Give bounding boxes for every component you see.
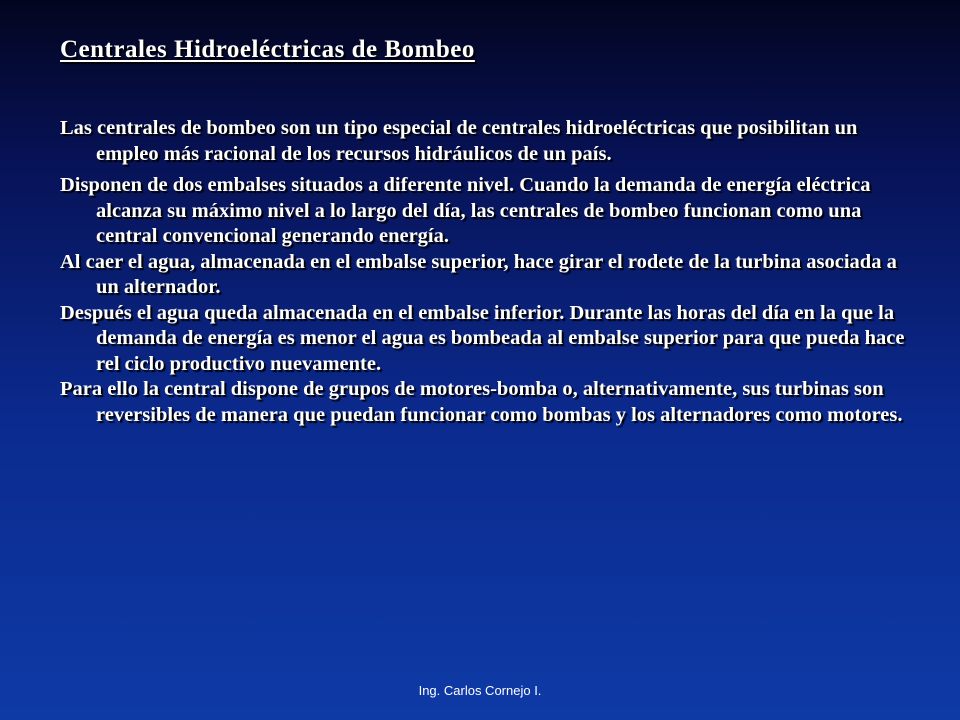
slide-title: Centrales Hidroeléctricas de Bombeo [60,36,475,63]
operation-line-1: Disponen de dos embalses situados a diferente nivel. Cuando la demanda de energía eléctrica alcanza su máximo nivel a lo largo del día, las centrales de bombeo funcionan como una central convencional generando energía. [60,174,871,247]
operation-line-2: Al caer el agua, almacenada en el embalse superior, hace girar el rodete de la turbina asociada a un alternador. [60,250,897,298]
paragraph-intro: Las centrales de bombeo son un tipo especial de centrales hidroeléctricas que posibilitan un empleo más racional de los recursos hidráulicos de un país. [60,117,858,165]
operation-line-3: Después el agua queda almacenada en el embalse inferior. Durante las horas del día en la que la demanda de energía es menor el agua es bombeada al embalse superior para que pueda hace rel ciclo productivo nuevamente. [60,301,905,375]
paragraph-operation [60,173,920,428]
operation-line-4: Para ello la central dispone de grupos de motores-bomba o, alternativamente, sus turbinas son reversibles de manera que puedan funcionar como bombas y los alternadores como motores. [60,378,903,426]
slide-body [60,116,920,434]
slide-footer: Ing. Carlos Cornejo I. [418,683,542,698]
